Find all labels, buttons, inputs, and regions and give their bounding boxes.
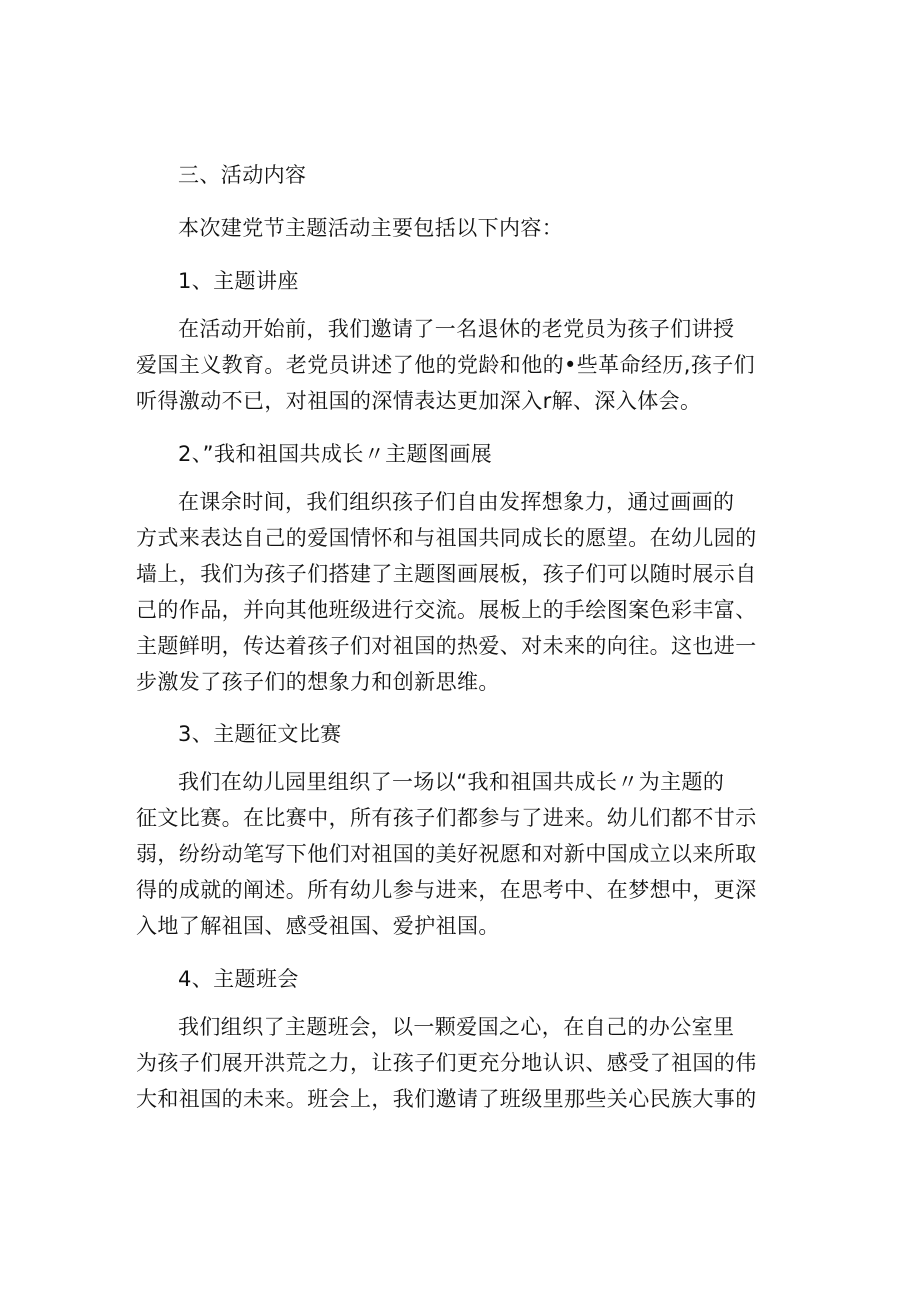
paragraph-line: 爱国主义教育。老党员讲述了他的党龄和他的•些革命经历,孩子们 xyxy=(136,353,756,377)
paragraph-line: 己的作品，并向其他班级进行交流。展板上的手绘图案色彩丰富、 xyxy=(136,598,757,622)
paragraph-line: 听得激动不已，对祖国的深情表达更加深入r解、深入体会。 xyxy=(136,389,702,413)
paragraph-line: 主题鲜明，传达着孩子们对祖国的热爱、对未来的向往。这也进一 xyxy=(136,634,757,658)
item-title-4: 4、主题班会 xyxy=(178,967,299,991)
item-title-3: 3、主题征文比赛 xyxy=(178,722,342,746)
paragraph-line: 墙上，我们为孩子们搭建了主题图画展板，孩子们可以随时展示自 xyxy=(136,562,757,586)
paragraph-line: 我们在幼儿园里组织了一场以“我和祖国共成长〃为主题的 xyxy=(178,770,725,794)
item-title-1: 1、主题讲座 xyxy=(178,269,299,293)
paragraph-line: 大和祖国的未来。班会上，我们邀请了班级里那些关心民族大事的 xyxy=(136,1087,757,1111)
paragraph-line: 我们组织了主题班会，以一颗爱国之心，在自己的办公室里 xyxy=(178,1015,735,1039)
section-intro: 本次建党节主题活动主要包括以下内容： xyxy=(178,216,564,240)
item-title-2: 2、”我和祖国共成长〃主题图画展 xyxy=(178,442,493,466)
paragraph-line: 在活动开始前，我们邀请了一名退休的老党员为孩子们讲授 xyxy=(178,317,735,341)
paragraph-line: 为孩子们展开洪荒之力，让孩子们更充分地认识、感受了祖国的伟 xyxy=(136,1051,757,1075)
paragraph-line: 入地了解祖国、感受祖国、爱护祖国。 xyxy=(136,914,500,938)
paragraph-line: 方式来表达自己的爱国情怀和与祖国共同成长的愿望。在幼儿园的 xyxy=(136,526,757,550)
paragraph-line: 得的成就的阐述。所有幼儿参与进来，在思考中、在梦想中，更深 xyxy=(136,878,757,902)
paragraph-line: 征文比赛。在比赛中，所有孩子们都参与了进来。幼儿们都不甘示 xyxy=(136,806,757,830)
paragraph-line: 弱，纷纷动笔写下他们对祖国的美好祝愿和对新中国成立以来所取 xyxy=(136,842,757,866)
paragraph-line: 步激发了孩子们的想象力和创新思维。 xyxy=(136,670,500,694)
section-heading: 三、活动内容 xyxy=(178,163,307,187)
paragraph-line: 在课余时间，我们组织孩子们自由发挥想象力，通过画画的 xyxy=(178,490,735,514)
